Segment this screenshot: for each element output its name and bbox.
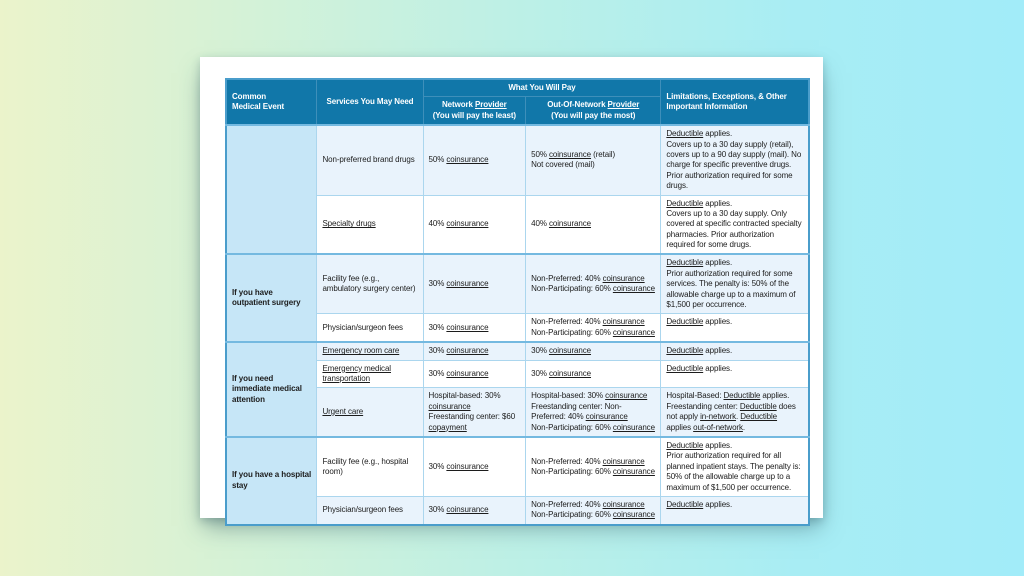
limitations-cell: Deductible applies. Covers up to a 30 day supply. Only covered at specific contracted specialty pharmacies. Prior authorization required for some drugs. [661, 195, 809, 254]
glossary-term: Emergency room care [322, 346, 400, 356]
limitations-cell: Deductible applies. Prior authorization required for all planned inpatient stays. The penalty is: 50% of the allowable charge up to a maximum of $1,500 per occurrence. [661, 437, 809, 496]
glossary-term: coinsurance [602, 456, 645, 466]
out-of-network-cell: Non-Preferred: 40% coinsurance Non-Participating: 60% coinsurance [526, 437, 661, 496]
out-of-network-cell: Hospital-based: 30% coinsurance Freestanding center: Non-Preferred: 40% coinsurance Non-Participating: 60% coinsurance [526, 388, 661, 437]
glossary-term: coinsurance [446, 155, 489, 165]
glossary-term: coinsurance [446, 461, 489, 471]
service-cell [317, 342, 423, 360]
header-what-you-will-pay: What You Will Pay [423, 79, 661, 97]
glossary-term: in-network [700, 412, 736, 422]
glossary-term: Provider [607, 100, 640, 110]
out-of-network-cell: Non-Preferred: 40% coinsurance Non-Participating: 60% coinsurance [526, 496, 661, 524]
service-cell [317, 195, 423, 254]
header-services-you-may-need: Services You May Need [317, 79, 423, 125]
glossary-term: Deductible [666, 198, 704, 208]
limitations-cell: Deductible applies. [661, 496, 809, 524]
glossary-term: coinsurance [585, 412, 628, 422]
benefits-table-header [226, 79, 809, 125]
glossary-term: coinsurance [612, 466, 655, 476]
limitations-cell: Deductible applies. Prior authorization required for some services. The penalty is: 50% of the allowable charge up to a maximum of $1,500 per occurrence. [661, 254, 809, 313]
limitations-cell: Deductible applies. [661, 360, 809, 388]
service-cell [317, 360, 423, 388]
limitations-cell: Deductible applies. [661, 314, 809, 342]
event-group-cell [226, 125, 317, 254]
glossary-term: coinsurance [612, 327, 655, 337]
service-cell [317, 388, 423, 437]
document-page [200, 57, 823, 518]
network-provider-cell: 30% coinsurance [423, 437, 526, 496]
network-provider-cell: 30% coinsurance [423, 360, 526, 388]
event-group-cell: If you have outpatient surgery [226, 254, 317, 342]
benefits-table [225, 78, 810, 526]
glossary-term: coinsurance [605, 391, 648, 401]
glossary-term: Specialty drugs [322, 219, 376, 229]
glossary-term: Deductible [666, 499, 704, 509]
glossary-term: Deductible [666, 363, 704, 373]
glossary-term: Emergency medical transportation [322, 363, 391, 383]
limitations-cell: Deductible applies. [661, 342, 809, 360]
glossary-term: Provider [474, 100, 507, 110]
glossary-term: Deductible [666, 129, 704, 139]
glossary-term: coinsurance [428, 401, 471, 411]
glossary-term: coinsurance [612, 510, 655, 520]
service-cell: Physician/surgeon fees [317, 496, 423, 524]
header-row-1 [226, 79, 809, 97]
glossary-term: Deductible [666, 346, 704, 356]
network-provider-cell: 30% coinsurance [423, 496, 526, 524]
glossary-term: coinsurance [612, 422, 655, 432]
limitations-cell: Hospital-Based: Deductible applies. Freestanding center: Deductible does not apply in-network. Deductible applies out-of-network. [661, 388, 809, 437]
event-group-cell: If you have a hospital stay [226, 437, 317, 525]
table-container [200, 57, 823, 526]
out-of-network-cell: 30% coinsurance [526, 360, 661, 388]
glossary-term: coinsurance [548, 149, 592, 159]
service-cell: Facility fee (e.g., ambulatory surgery center) [317, 254, 423, 313]
table-row [226, 437, 809, 496]
header-out-of-network-provider: Out-Of-Network Provider (You will pay the most) [526, 97, 661, 125]
network-provider-cell: 40% coinsurance [423, 195, 526, 254]
glossary-term: coinsurance [602, 499, 645, 509]
network-provider-cell: 30% coinsurance [423, 342, 526, 360]
out-of-network-cell: Non-Preferred: 40% coinsurance Non-Participating: 60% coinsurance [526, 254, 661, 313]
glossary-term: coinsurance [446, 279, 489, 289]
glossary-term: Deductible [666, 258, 704, 268]
glossary-term: out-of-network [693, 422, 743, 432]
service-cell: Non-preferred brand drugs [317, 125, 423, 195]
network-provider-cell: 30% coinsurance [423, 254, 526, 313]
glossary-term: Deductible [666, 317, 704, 327]
header-limitations: Limitations, Exceptions, & Other Important Information [661, 79, 809, 125]
glossary-term: Deductible [666, 440, 704, 450]
event-group-cell: If you need immediate medical attention [226, 342, 317, 437]
glossary-term: coinsurance [446, 505, 489, 515]
glossary-term: coinsurance [602, 274, 645, 284]
out-of-network-cell: 30% coinsurance [526, 342, 661, 360]
out-of-network-cell: 50% coinsurance (retail) Not covered (mail) [526, 125, 661, 195]
glossary-term: Urgent care [322, 406, 364, 416]
glossary-term: Deductible [740, 412, 778, 422]
network-provider-cell: Hospital-based: 30% coinsurance Freestanding center: $60 copayment [423, 388, 526, 437]
glossary-term: coinsurance [548, 368, 592, 378]
benefits-table-body [226, 125, 809, 525]
glossary-term: coinsurance [602, 317, 645, 327]
glossary-term: coinsurance [446, 219, 489, 229]
table-row [226, 254, 809, 313]
network-provider-cell: 30% coinsurance [423, 314, 526, 342]
glossary-term: coinsurance [446, 368, 489, 378]
header-common-medical-event: Common Medical Event [226, 79, 317, 125]
glossary-term: coinsurance [446, 322, 489, 332]
glossary-term: coinsurance [548, 346, 592, 356]
out-of-network-cell: 40% coinsurance [526, 195, 661, 254]
glossary-term: coinsurance [548, 219, 592, 229]
glossary-term: coinsurance [446, 346, 489, 356]
glossary-term: coinsurance [612, 284, 655, 294]
limitations-cell: Deductible applies. Covers up to a 30 day supply (retail), covers up to a 90 day supply (mail). No charge for specific preventive drugs. Prior authorization required for some drugs. [661, 125, 809, 195]
glossary-term: Deductible [723, 391, 761, 401]
table-row [226, 125, 809, 195]
service-cell: Physician/surgeon fees [317, 314, 423, 342]
network-provider-cell: 50% coinsurance [423, 125, 526, 195]
out-of-network-cell: Non-Preferred: 40% coinsurance Non-Participating: 60% coinsurance [526, 314, 661, 342]
service-cell: Facility fee (e.g., hospital room) [317, 437, 423, 496]
glossary-term: copayment [428, 422, 467, 432]
header-network-provider: Network Provider (You will pay the least) [423, 97, 526, 125]
table-row [226, 342, 809, 360]
glossary-term: Deductible [739, 401, 777, 411]
